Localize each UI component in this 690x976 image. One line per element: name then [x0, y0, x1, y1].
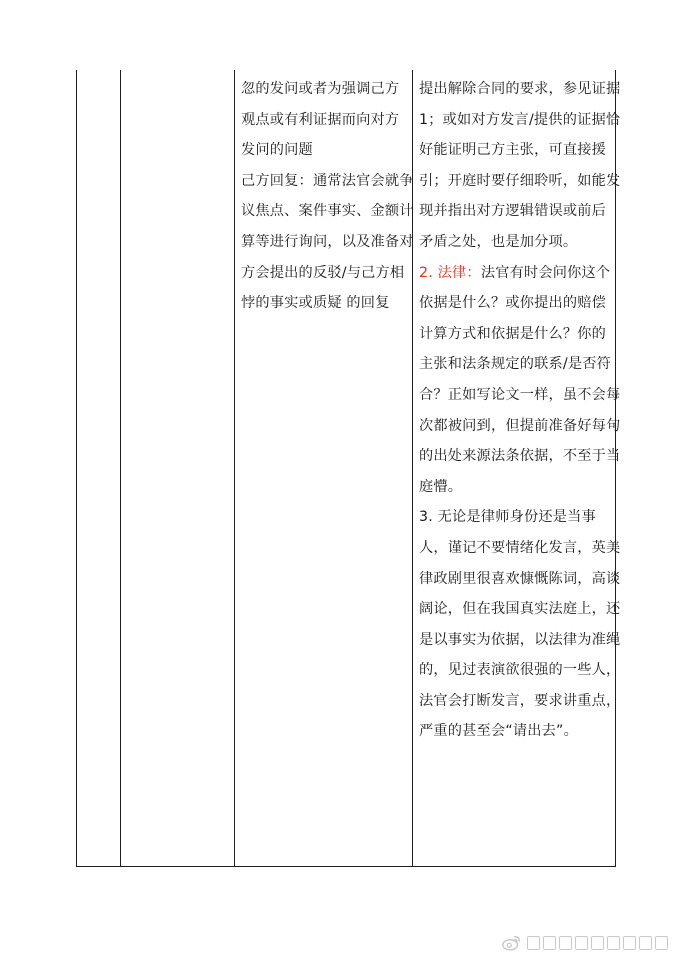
text-line: 人，谨记不要情绪化发言，英美	[419, 539, 621, 556]
text-line: 主张和法条规定的联系/是否符	[419, 356, 612, 373]
text-line: 律政剧里很喜欢慷慨陈词，高谈	[419, 570, 621, 587]
text-line: 方会提出的反驳/与己方相	[241, 264, 405, 281]
text-line: 提出解除合同的要求，参见证据	[419, 81, 621, 97]
username-block-icon	[527, 936, 668, 950]
text-line: 1；或如对方发言/提供的证据恰	[419, 111, 621, 128]
wm-block	[639, 936, 652, 950]
text-line: 悖的事实或质疑 的回复	[241, 295, 390, 312]
text-line: 3. 无论是律师身份还是当事	[419, 509, 596, 526]
text-line: 计算方式和依据是什么？你的	[419, 325, 607, 342]
law-line-rest: 法官有时会问你这个	[480, 264, 611, 281]
table-divider-1	[120, 70, 121, 867]
text-line: 次都被问到，但提前准备好每句	[419, 417, 621, 434]
text-line: 发问的问题	[241, 142, 313, 159]
text-line: 阔论，但在我国真实法庭上，还	[419, 601, 621, 618]
text-line: 严重的甚至会“请出去”。	[419, 723, 578, 740]
weibo-watermark	[501, 932, 668, 954]
wm-block	[607, 936, 620, 950]
wm-block	[623, 936, 636, 950]
table-border-bottom	[76, 866, 616, 867]
text-line: 观点或有利证据而向对方	[241, 111, 400, 128]
wm-block	[559, 936, 572, 950]
law-heading: 2. 法律：	[419, 264, 481, 281]
text-line: 的，见过表演欲很强的一些人，	[419, 662, 621, 679]
wm-block	[655, 936, 668, 950]
table-divider-2	[234, 70, 235, 867]
text-line: 己方回复：通常法官会就争	[241, 172, 414, 189]
table-cell-tips	[419, 74, 620, 747]
text-line: 忽的发问或者为强调己方	[241, 81, 400, 97]
text-line: 庭懵。	[419, 478, 463, 495]
text-line: 现并指出对方逻辑错误或前后	[419, 203, 607, 220]
table-border-left	[76, 70, 77, 867]
text-line: 是以事实为依据，以法律为准绳	[419, 631, 621, 648]
text-line: 引；开庭时要仔细聆听，如能发	[419, 172, 621, 189]
text-line: 依据是什么？或你提出的赔偿	[419, 295, 607, 312]
law-line	[419, 258, 620, 289]
text-line: 的出处来源法条依据，不至于当	[419, 448, 621, 465]
text-line: 合？正如写论文一样，虽不会每	[419, 386, 621, 403]
text-line: 矛盾之处，也是加分项。	[419, 233, 578, 250]
text-line: 法官会打断发言，要求讲重点，	[419, 692, 621, 709]
wm-block	[543, 936, 556, 950]
wm-block	[575, 936, 588, 950]
wm-block	[527, 936, 540, 950]
text-line: 算等进行询问，以及准备对	[241, 233, 414, 250]
wm-block	[591, 936, 604, 950]
text-line: 好能证明己方主张，可直接援	[419, 142, 607, 159]
table-cell-party-response	[241, 74, 414, 319]
text-line: 议焦点、案件事实、金额计	[241, 203, 414, 220]
weibo-logo-icon	[501, 932, 523, 954]
